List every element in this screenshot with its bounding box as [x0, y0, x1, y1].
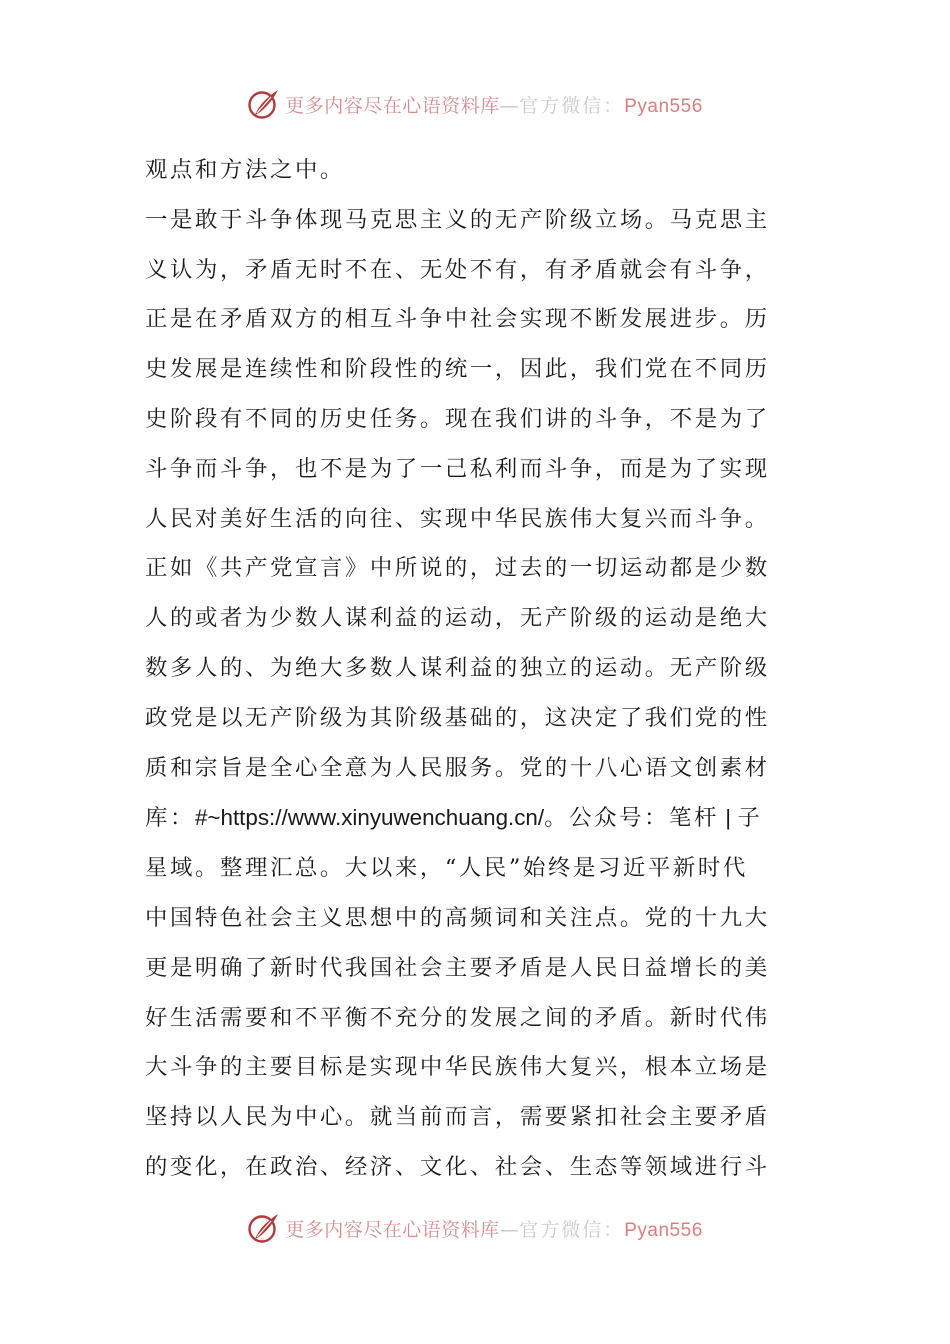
text-line: 中国特色社会主义思想中的高频词和关注点。党的十九大: [145, 904, 770, 931]
text-line: 好生活需要和不平衡不充分的发展之间的矛盾。新时代伟: [145, 1004, 770, 1031]
text-line: 更是明确了新时代我国社会主要矛盾是人民日益增长的美: [145, 954, 770, 981]
watermark-wechat-label: 官方微信：: [519, 94, 625, 117]
text-line: 的变化，在政治、经济、文化、社会、生态等领域进行斗: [145, 1153, 770, 1180]
watermark-wechat-id: Pyan556: [624, 95, 703, 117]
text-line: 质和宗旨是全心全意为人民服务。党的十八心语文创素材: [145, 754, 770, 781]
text-fragment: 。公众号：笔杆: [544, 805, 720, 832]
text-line: 正如《共产党宣言》中所说的，过去的一切运动都是少数: [145, 555, 770, 582]
text-line: 观点和方法之中。: [145, 157, 345, 183]
text-fragment: 库：: [145, 805, 195, 832]
text-line: 史阶段有不同的历史任务。现在我们讲的斗争，不是为了: [145, 405, 770, 432]
text-fragment: 子: [737, 805, 763, 832]
website-link[interactable]: #~https://www.xinyuwenchuang.cn/: [194, 805, 545, 831]
header-watermark: [0, 84, 950, 124]
footer-watermark: [0, 1208, 950, 1248]
text-line: 人的或者为少数人谋利益的运动，无产阶级的运动是绝大: [145, 605, 770, 632]
quill-logo-icon: [247, 1211, 281, 1245]
watermark-brand: 更多内容尽在心语资料库: [285, 94, 500, 117]
watermark-separator: —: [499, 94, 520, 117]
body-text: [145, 146, 805, 1193]
watermark-brand: 更多内容尽在心语资料库: [285, 1218, 500, 1241]
text-line: 斗争而斗争，也不是为了一己私利而斗争，而是为了实现: [145, 455, 770, 482]
text-line: 坚持以人民为中心。就当前而言，需要紧扣社会主要矛盾: [145, 1104, 770, 1131]
text-line: 数多人的、为绝大多数人谋利益的独立的运动。无产阶级: [145, 654, 770, 681]
text-line: 一是敢于斗争体现马克思主义的无产阶级立场。马克思主: [145, 206, 770, 233]
text-line: 史发展是连续性和阶段性的统一，因此，我们党在不同历: [145, 356, 770, 383]
text-line: 正是在矛盾双方的相互斗争中社会实现不断发展进步。历: [145, 306, 770, 333]
text-line: 大斗争的主要目标是实现中华民族伟大复兴，根本立场是: [145, 1054, 770, 1081]
text-line: 人民对美好生活的向往、实现中华民族伟大复兴而斗争。: [145, 505, 770, 532]
watermark-separator: —: [499, 1218, 520, 1241]
watermark-wechat-label: 官方微信：: [519, 1218, 625, 1241]
text-fragment-bar: |: [719, 805, 738, 831]
text-line: 星域。整理汇总。大以来，“人民”始终是习近平新时代: [145, 855, 748, 882]
text-line-with-link: [145, 793, 805, 844]
quill-logo-icon: [247, 87, 281, 121]
text-line: 政党是以无产阶级为其阶级基础的，这决定了我们党的性: [145, 704, 770, 731]
text-line: 义认为，矛盾无时不在、无处不有，有矛盾就会有斗争，: [145, 256, 770, 283]
watermark-wechat-id: Pyan556: [624, 1219, 703, 1241]
